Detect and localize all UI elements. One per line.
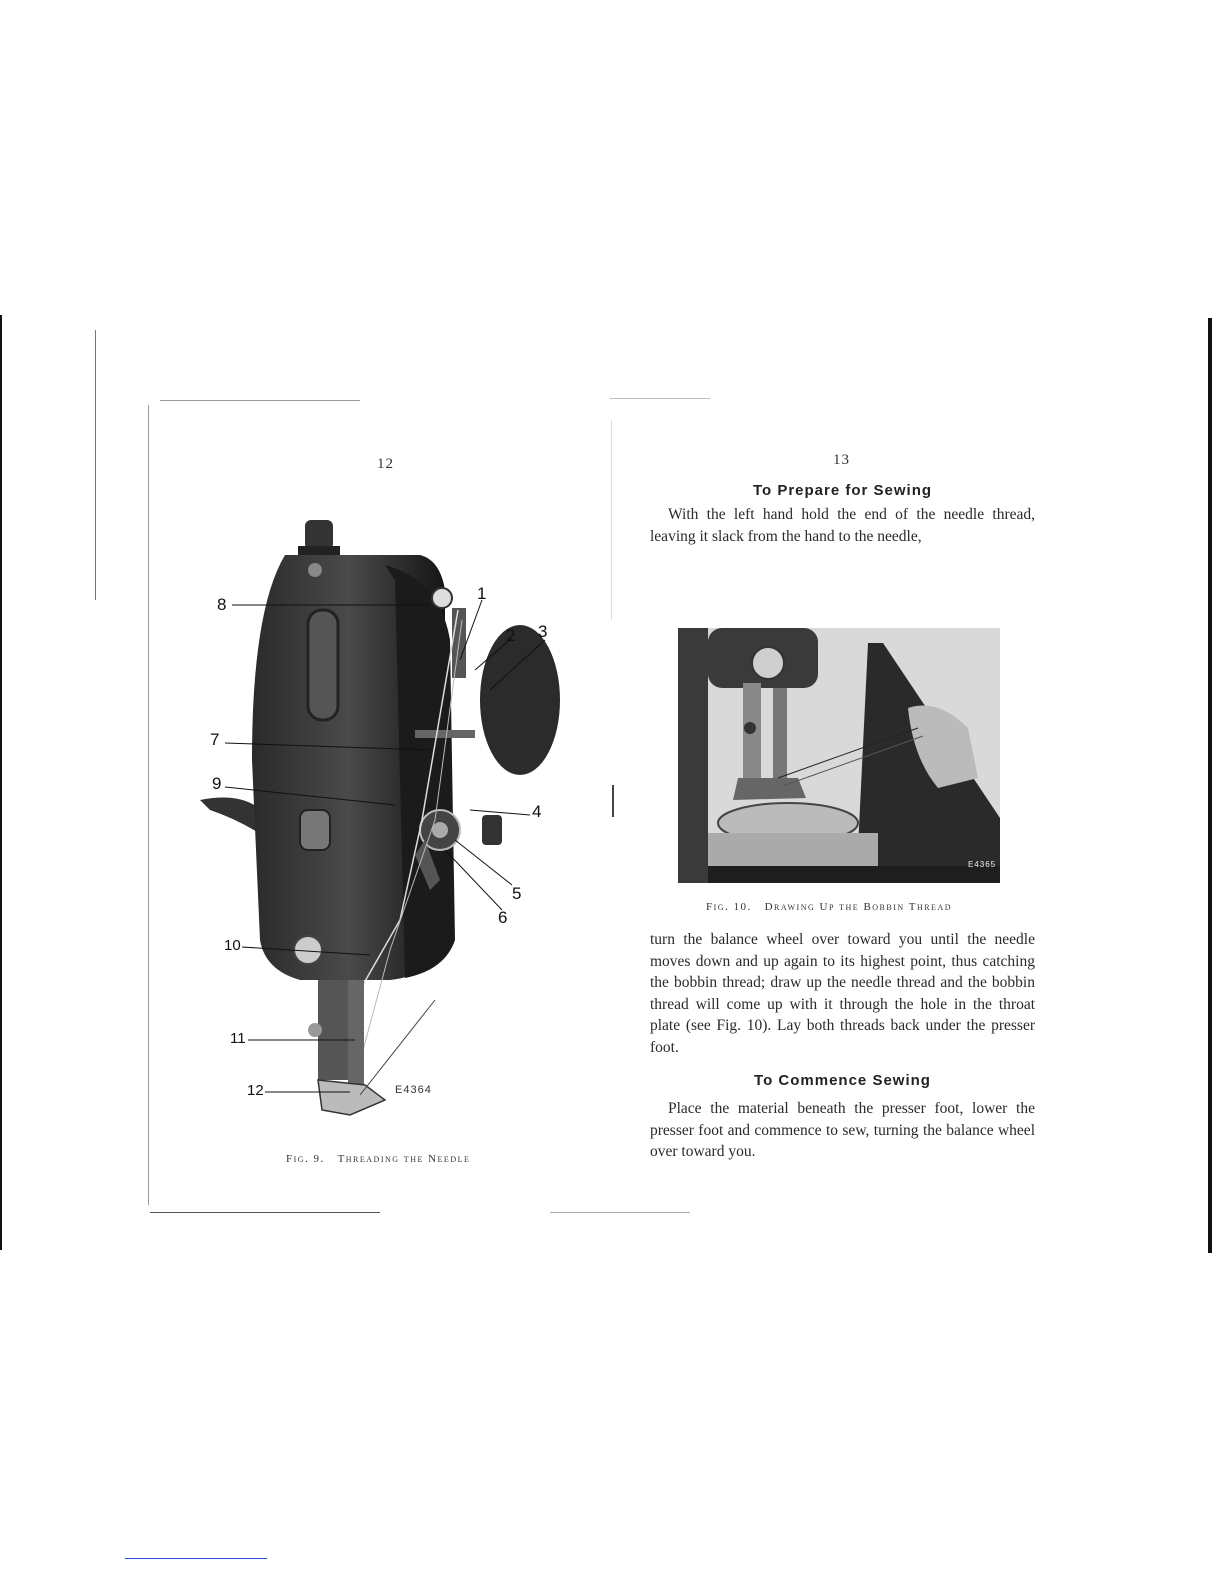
page-number-left: 12	[377, 456, 394, 472]
figure-threading-needle	[190, 520, 570, 1120]
photo-code: E4365	[968, 860, 997, 869]
scan-bottom-left	[150, 1212, 380, 1213]
callout-11: 11	[230, 1030, 246, 1047]
scan-top-left	[160, 400, 360, 401]
caption-fig-label-10: Fig. 10.	[706, 901, 752, 913]
callout-4: 4	[532, 802, 542, 821]
page-left-border	[148, 405, 149, 1205]
caption-title-10: Drawing Up the Bobbin Thread	[764, 901, 952, 913]
callout-12: 12	[247, 1082, 264, 1099]
callout-3: 3	[538, 622, 548, 641]
callout-8: 8	[217, 595, 227, 614]
caption-fig-label: Fig. 9.	[286, 1153, 325, 1165]
scan-right-edge	[1208, 318, 1212, 1253]
callout-2: 2	[506, 626, 516, 645]
heading-prepare-for-sewing: To Prepare for Sewing	[752, 482, 933, 499]
callout-10: 10	[224, 937, 241, 954]
scan-bottom-right	[550, 1212, 690, 1213]
paragraph-commence-sewing: Place the material beneath the presser foot, lower the presser foot and commence to sew, turning the balance wheel over toward you.	[650, 1100, 1035, 1160]
paragraph-balance-wheel: turn the balance wheel over toward you until the needle moves down and up again to its highest point, thus catching the bobbin thread; draw up the needle thread and the bobbin thread will come up with it through the hole in the throat plate (see Fig. 10). Lay both threads back under the presser foot.	[650, 931, 1035, 1056]
callout-5: 5	[512, 884, 522, 903]
scan-top-right	[610, 398, 710, 399]
bobbin-thread-photo	[678, 628, 1000, 883]
gutter-line	[611, 420, 612, 620]
heading-commence-sewing: To Commence Sewing	[754, 1072, 931, 1089]
bottom-link-line	[125, 1558, 267, 1559]
paragraph-prepare-intro: With the left hand hold the end of the needle thread, leaving it slack from the hand to the needle,	[650, 506, 1035, 545]
scan-inner-left-edge	[95, 330, 96, 600]
figure-9-caption	[286, 1153, 470, 1165]
callout-9: 9	[212, 774, 222, 793]
figure-code: E4364	[395, 1084, 432, 1096]
callout-7: 7	[210, 730, 220, 749]
photo-drawing-up-bobbin-thread	[678, 628, 1000, 883]
caption-title: Threading the Needle	[337, 1153, 471, 1165]
sewing-machine-head-illustration	[190, 520, 570, 1120]
callout-1: 1	[477, 584, 487, 603]
gutter-mark	[612, 785, 614, 817]
page-number-right: 13	[833, 452, 850, 468]
scan-left-edge	[0, 315, 2, 1250]
figure-10-caption	[706, 901, 952, 913]
callout-6: 6	[498, 908, 508, 927]
